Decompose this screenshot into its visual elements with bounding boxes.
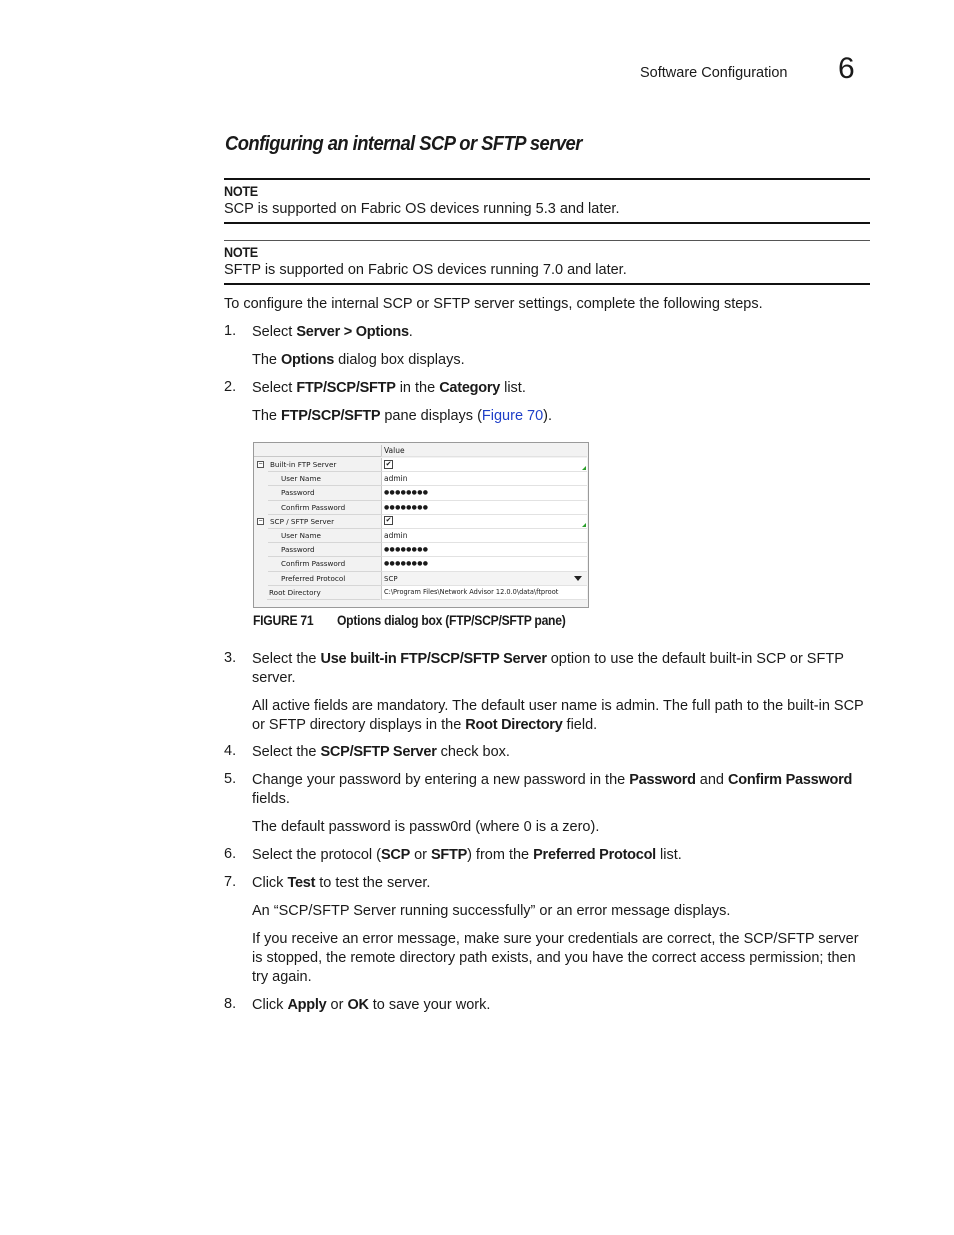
step-number: 8.	[224, 996, 237, 1012]
collapse-icon[interactable]: −	[258, 461, 263, 468]
figure-title: Options dialog box (FTP/SCP/SFTP pane)	[337, 613, 566, 628]
property-row	[254, 586, 588, 600]
section-title: Configuring an internal SCP or SFTP server	[225, 133, 582, 155]
step-8: Click Apply or OK to save your work.	[252, 997, 491, 1013]
step-number: 1.	[224, 323, 237, 339]
property-label: Password	[268, 543, 381, 557]
running-header: Software Configuration	[640, 65, 788, 81]
chapter-number: 6	[838, 52, 855, 85]
step-number: 4.	[224, 743, 237, 759]
property-label: Password	[268, 486, 381, 500]
checkbox[interactable]: ✔	[385, 459, 392, 468]
note-bottom-rule	[224, 283, 870, 285]
property-label: Confirm Password	[268, 557, 381, 571]
menu-path: Server > Options	[296, 324, 409, 340]
property-value[interactable]: admin	[381, 472, 587, 486]
property-value[interactable]: ●●●●●●●●	[381, 543, 587, 557]
property-value[interactable]: admin	[381, 529, 587, 543]
step-number: 2.	[224, 379, 237, 395]
enable-checkbox-cell[interactable]	[381, 458, 587, 472]
step-3-result: All active fields are mandatory. The default user name is admin. The full path to the built-in SCP or SFTP directory displays in the Root Directory field.	[252, 698, 864, 733]
step-6: Select the protocol (SCP or SFTP) from the Preferred Protocol list.	[252, 847, 682, 863]
figure-label: FIGURE 71	[253, 613, 314, 628]
step-number: 3.	[224, 650, 237, 666]
property-row	[254, 557, 588, 571]
property-label: Confirm Password	[268, 501, 381, 515]
property-group-row	[254, 515, 588, 529]
checkbox[interactable]: ✔	[385, 516, 392, 525]
selected-protocol: SCP	[384, 574, 398, 583]
value-column-header: Value	[381, 445, 587, 457]
grid-empty-area	[254, 601, 381, 608]
step-number: 5.	[224, 771, 237, 787]
property-label: User Name	[268, 472, 381, 486]
resize-corner-icon	[582, 466, 586, 470]
preferred-protocol-select[interactable]	[381, 572, 587, 586]
step-3: Select the Use built-in FTP/SCP/SFTP Server option to use the default built-in SCP or SFTP server.	[252, 651, 844, 686]
collapse-icon[interactable]: −	[258, 517, 263, 525]
property-label: Built-in FTP Server	[268, 458, 381, 472]
property-label: SCP / SFTP Server	[268, 515, 381, 529]
property-label: Root Directory	[267, 586, 380, 600]
property-row	[254, 472, 588, 486]
step-1: Select Server > Options.	[252, 324, 413, 340]
property-value[interactable]: C:\Program Files\Network Advisor 12.0.0\data\ftproot	[381, 586, 587, 600]
step-7-result: An “SCP/SFTP Server running successfully” or an error message displays.	[252, 903, 731, 919]
step-5-result: The default password is passw0rd (where 0 is a zero).	[252, 819, 600, 835]
step-5: Change your password by entering a new password in the Password and Confirm Password fields.	[252, 772, 853, 807]
note-label: NOTE	[224, 183, 258, 199]
property-row	[254, 543, 588, 557]
enable-checkbox-cell[interactable]	[381, 515, 587, 529]
intro-paragraph: To configure the internal SCP or SFTP server settings, complete the following steps.	[224, 296, 763, 312]
note-top-rule	[224, 178, 870, 180]
property-value[interactable]: ●●●●●●●●	[381, 501, 587, 515]
step-7: Click Test to test the server.	[252, 875, 431, 891]
step-4: Select the SCP/SFTP Server check box.	[252, 744, 510, 760]
options-dialog-screenshot	[253, 442, 589, 608]
property-value[interactable]: ●●●●●●●●	[381, 486, 587, 500]
step-1-result: The Options dialog box displays.	[252, 352, 465, 368]
property-label: User Name	[268, 529, 381, 543]
property-row	[254, 572, 588, 586]
table-header-row	[254, 445, 588, 457]
property-group-row	[254, 458, 588, 472]
note-text: SFTP is supported on Fabric OS devices running 7.0 and later.	[224, 262, 627, 278]
note-bottom-rule	[224, 222, 870, 224]
note-top-rule	[224, 240, 870, 241]
note-label: NOTE	[224, 244, 258, 260]
property-row	[254, 501, 588, 515]
step-number: 7.	[224, 874, 237, 890]
property-row	[254, 486, 588, 500]
chevron-down-icon[interactable]	[574, 576, 582, 581]
step-2-result: The FTP/SCP/SFTP pane displays (Figure 70).	[252, 408, 553, 424]
resize-corner-icon	[582, 523, 586, 527]
note-text: SCP is supported on Fabric OS devices running 5.3 and later.	[224, 201, 620, 217]
step-number: 6.	[224, 846, 237, 862]
property-value[interactable]: ●●●●●●●●	[381, 557, 587, 571]
property-label: Preferred Protocol	[268, 572, 381, 586]
step-2: Select FTP/SCP/SFTP in the Category list.	[252, 380, 526, 396]
property-row	[254, 529, 588, 543]
figure-link[interactable]: Figure 70	[481, 408, 544, 424]
step-7-troubleshooting: If you receive an error message, make sure your credentials are correct, the SCP/SFTP server is stopped, the remote directory path exists, and you have the correct access permission; then try again.	[252, 931, 859, 985]
